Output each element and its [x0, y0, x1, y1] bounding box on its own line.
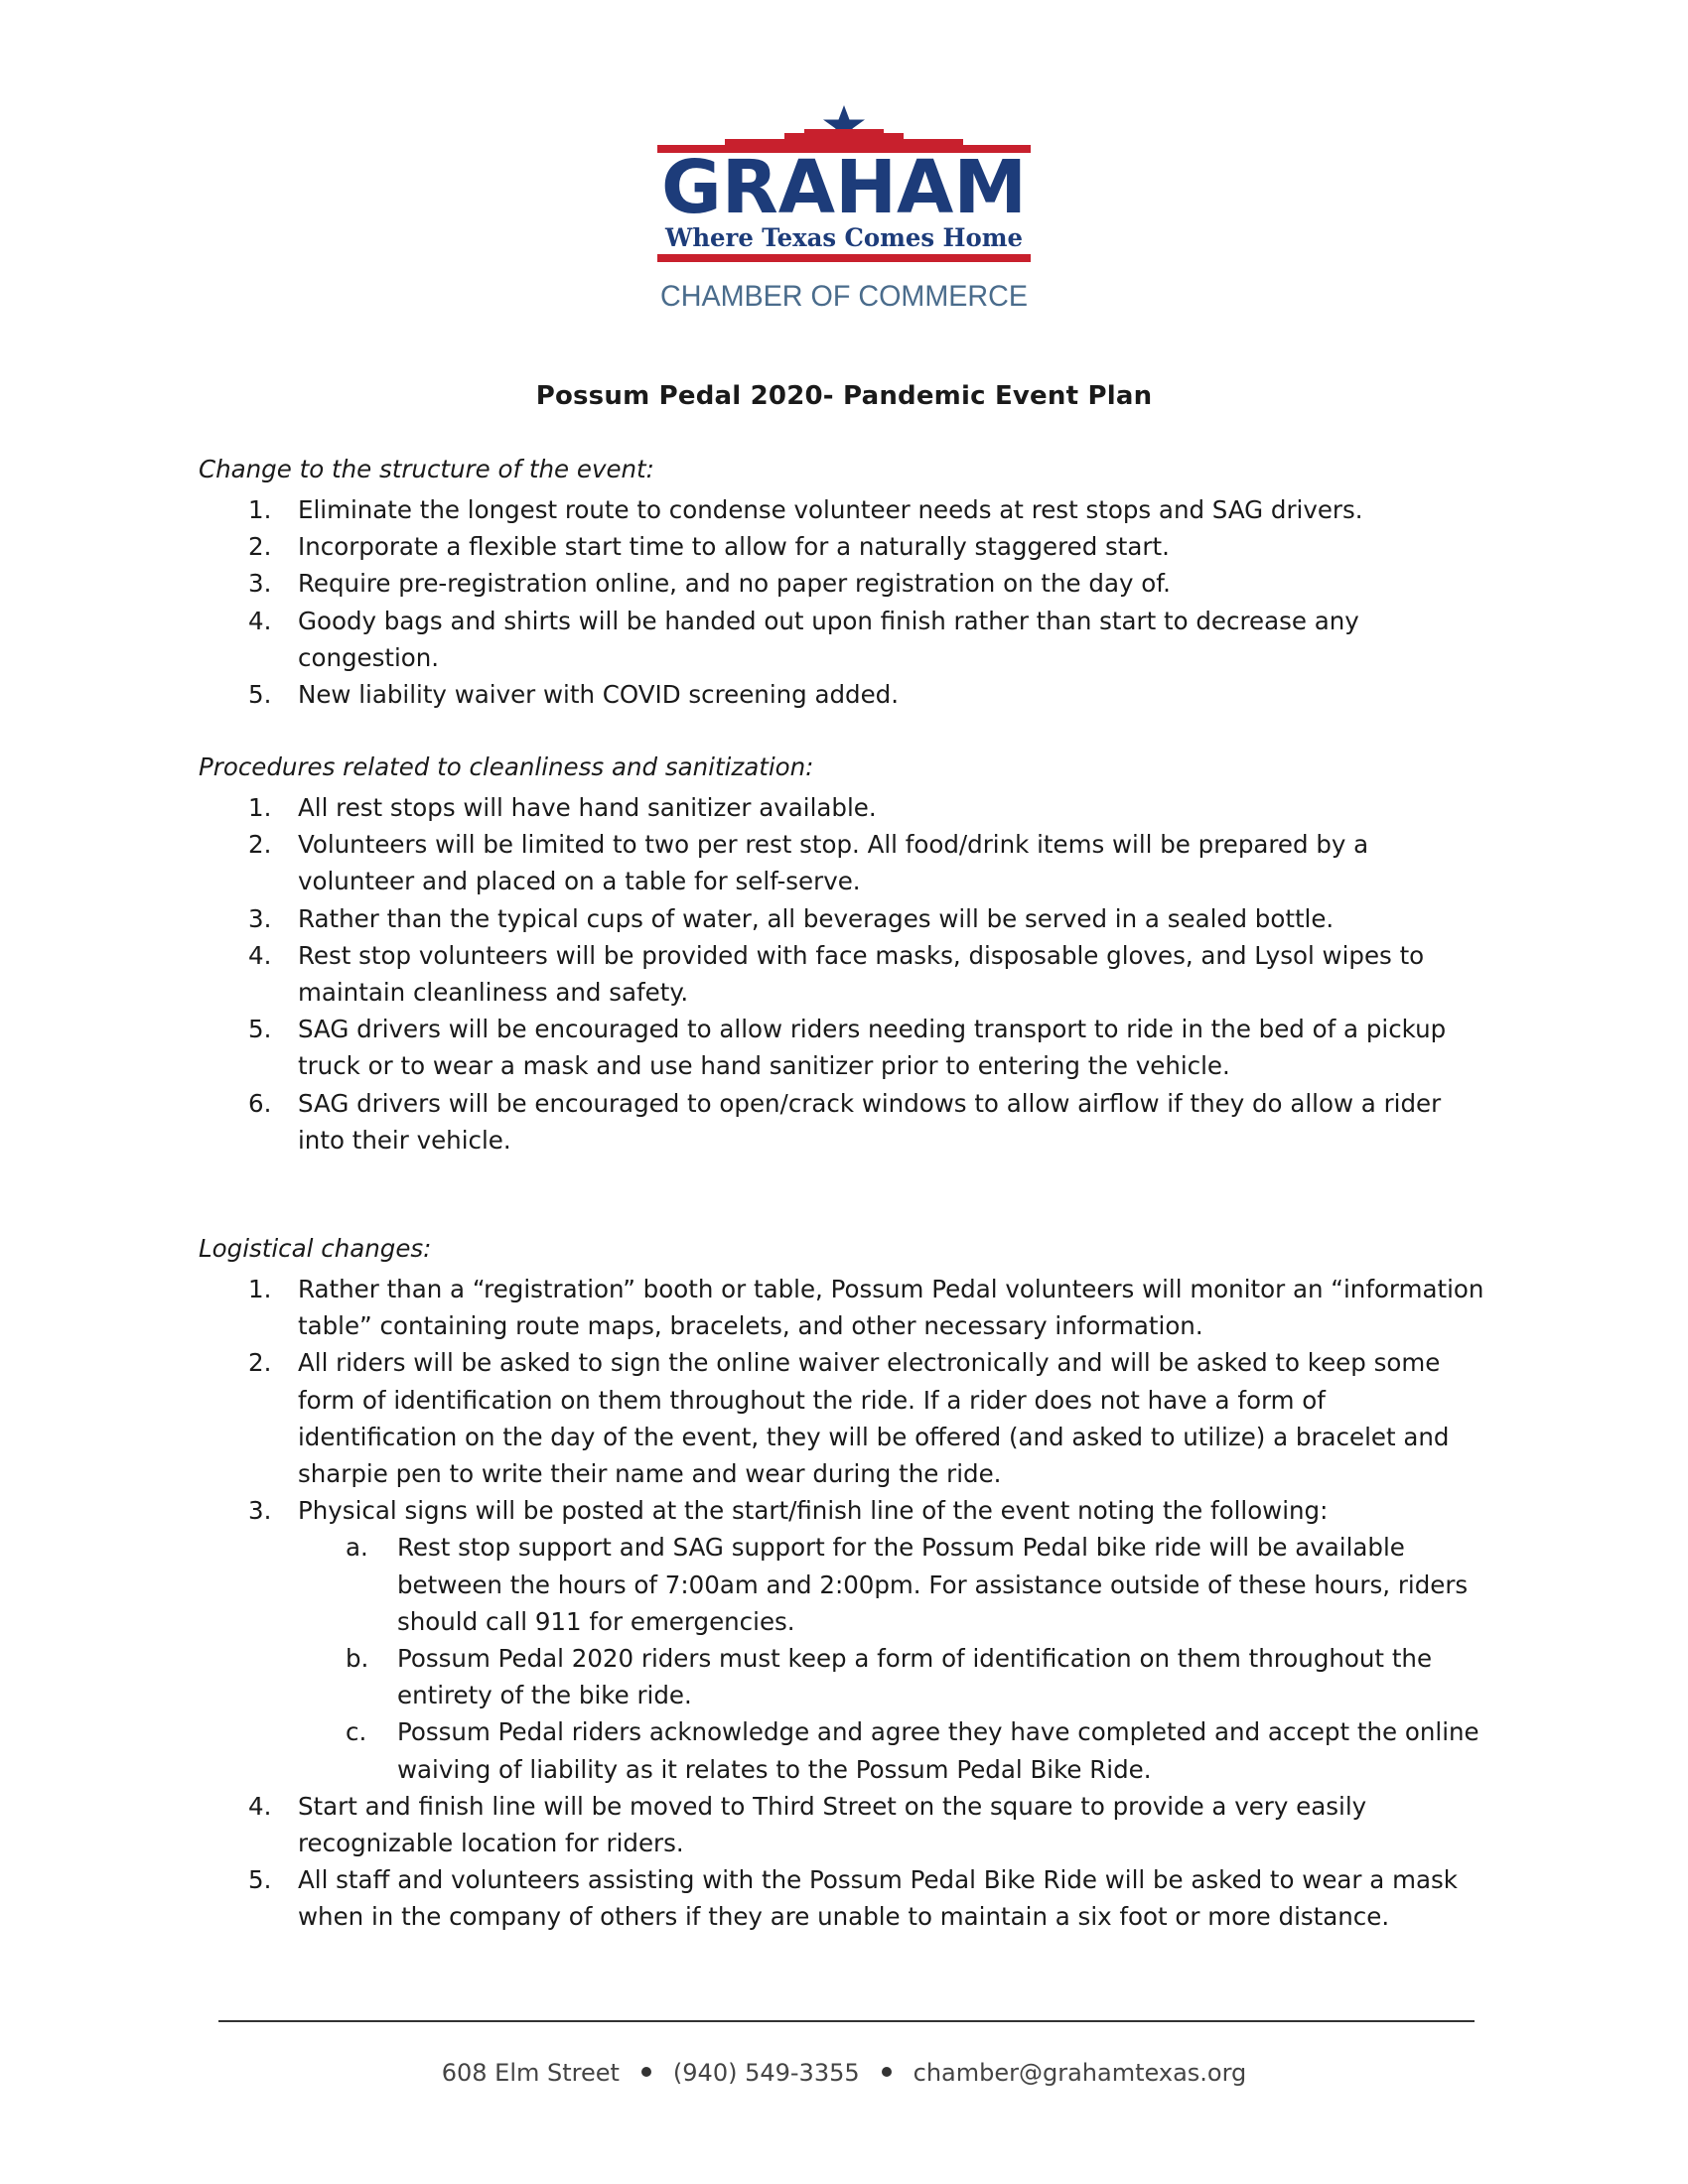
logo-name: GRAHAM — [661, 145, 1027, 230]
list-item: 5. SAG drivers will be encouraged to allow riders needing transport to ride in the bed of a pickup truck or to wear a mask and use hand sanitizer prior to entering the vehicle. — [248, 1015, 1447, 1081]
section-heading-logistics: Logistical changes: — [199, 1234, 432, 1263]
list-item: 1. Eliminate the longest route to condense volunteer needs at rest stops and SAG drivers. — [248, 495, 1363, 524]
list-item: 1. All rest stops will have hand sanitizer available. — [248, 793, 877, 822]
footer-divider — [218, 2020, 1475, 2022]
footer-contact — [0, 2059, 1688, 2087]
list-item: 4. Start and finish line will be moved to Third Street on the square to provide a very easily recognizable location for riders. — [248, 1791, 1367, 1858]
list-item: 5. All staff and volunteers assisting with the Possum Pedal Bike Ride will be asked to wear a mask when in the company of others if they are unable to maintain a six foot or more distance. — [248, 1865, 1458, 1932]
list-item: 4. Rest stop volunteers will be provided with face masks, disposable gloves, and Lysol wipes to maintain cleanliness and safety. — [248, 940, 1425, 1008]
list-item: 1. Rather than a “registration” booth or table, Possum Pedal volunteers will monitor an “information table” containing route maps, bracelets, and other necessary information. — [248, 1275, 1484, 1341]
sublist-item: a. Rest stop support and SAG support for the Possum Pedal bike ride will be available between the hours of 7:00am and 2:00pm. For assistance outside of these hours, riders should call 911 for emergencies. — [346, 1533, 1469, 1636]
list-item: 3. Rather than the typical cups of water, all beverages will be served in a sealed bottle. — [248, 903, 1335, 933]
document-title: Possum Pedal 2020- Pandemic Event Plan — [535, 381, 1153, 411]
cleanliness-list — [199, 789, 1489, 1159]
signs-sublist — [298, 1529, 1489, 1787]
logistics-list — [199, 1271, 1489, 1936]
list-item: 2. All riders will be asked to sign the online waiver electronically and will be asked to keep some form of identification on them throughout the ride. If a rider does not have a form of identification on the day of the event, they will be offered (and asked to utilize) a bracelet and sharpie pen to write their name and wear during the ride. — [248, 1348, 1450, 1489]
logo-stripe — [657, 254, 1031, 262]
list-item: 2. Incorporate a flexible start time to allow for a naturally staggered start. — [248, 532, 1170, 562]
bullet-icon — [882, 2067, 892, 2077]
list-item: 4. Goody bags and shirts will be handed out upon finish rather than start to decrease any congestion. — [248, 606, 1359, 672]
footer-phone[interactable]: (940) 549-3355 — [672, 2059, 860, 2087]
graham-chamber-logo — [655, 103, 1033, 328]
logo-org: CHAMBER OF COMMERCE — [660, 280, 1028, 313]
list-item: 3. Require pre-registration online, and no paper registration on the day of. — [248, 569, 1171, 599]
section-heading-cleanliness: Procedures related to cleanliness and sanitization: — [199, 752, 814, 781]
list-item: 3. Physical signs will be posted at the start/finish line of the event noting the following: a. Rest stop support and SAG support for the Possum Pedal bike ride will be available between the hours of 7:00am and 2:00pm. For assistance outside of these hours, riders should call 911 for emergencies. b. Possum Pedal 2020 riders must keep a form of identification on them throughout the entirety of the bike ride. c. Possum Pedal riders acknowledge and agree they have completed and accept the online waiving of liability as it relates to the Possum Pedal Bike Ride. — [199, 1492, 1489, 1788]
list-item: 6. SAG drivers will be encouraged to open/crack windows to allow airflow if they do allow a rider into their vehicle. — [248, 1088, 1442, 1155]
sublist-item: b. Possum Pedal 2020 riders must keep a form of identification on them throughout the entirety of the bike ride. — [346, 1644, 1433, 1710]
list-item: 2. Volunteers will be limited to two per rest stop. All food/drink items will be prepared by a volunteer and placed on a table for self-serve. — [248, 830, 1369, 896]
footer-address: 608 Elm Street — [441, 2059, 620, 2087]
list-item: 5. New liability waiver with COVID screening added. — [248, 680, 900, 710]
section-heading-structure: Change to the structure of the event: — [199, 455, 654, 483]
logo-tagline: Where Texas Comes Home — [664, 223, 1023, 252]
sublist-item: c. Possum Pedal riders acknowledge and agree they have completed and accept the online waiving of liability as it relates to the Possum Pedal Bike Ride. — [346, 1717, 1479, 1784]
structure-list — [199, 491, 1489, 713]
footer-email[interactable]: chamber@grahamtexas.org — [913, 2059, 1247, 2087]
bullet-icon — [641, 2067, 651, 2077]
